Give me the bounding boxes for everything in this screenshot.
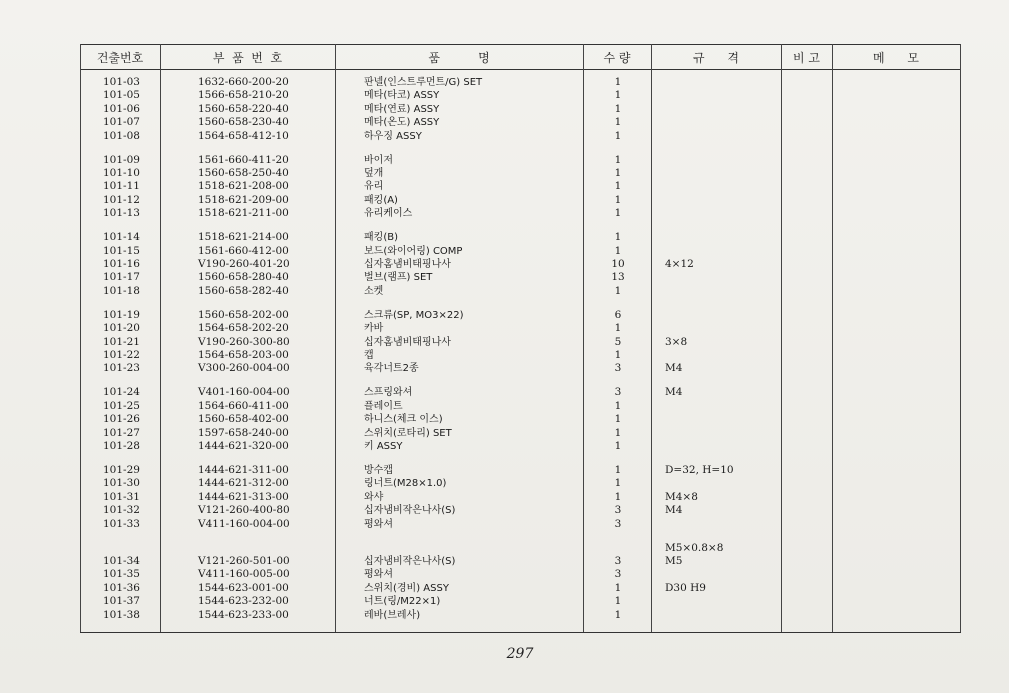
quantity-cell: 13 xyxy=(611,271,625,284)
table-row xyxy=(0,504,1009,517)
part-name-cell: 덮개 xyxy=(364,168,384,179)
table-row xyxy=(0,400,1009,413)
item-number-cell: 101-17 xyxy=(103,271,140,284)
part-name-cell: 스프링와셔 xyxy=(364,387,413,399)
quantity-cell: 1 xyxy=(614,102,622,115)
part-name-cell: 하우징 ASSY xyxy=(364,130,422,142)
quantity-cell: 3 xyxy=(614,362,622,375)
part-name-cell: 평와셔 xyxy=(364,569,393,581)
part-name-cell: 소켓 xyxy=(364,285,384,297)
part-name-cell: 링너트(M28×1.0) xyxy=(364,478,447,490)
part-number-cell: 1564-660-411-00 xyxy=(198,399,289,412)
part-number-cell: 1632-660-200-20 xyxy=(198,76,289,88)
table-row xyxy=(0,362,1009,375)
header-part-number: 부 품 번 호 xyxy=(212,51,283,65)
part-name-cell: 바이저 xyxy=(364,154,393,166)
quantity-cell: 3 xyxy=(614,504,622,517)
spec-cell: D=32, H=10 xyxy=(665,464,734,476)
header-quantity: 수 량 xyxy=(603,51,631,65)
table-row xyxy=(0,555,1009,568)
spec-cell: M5 xyxy=(665,555,683,567)
quantity-cell: 1 xyxy=(614,244,622,257)
part-name-cell: 평와셔 xyxy=(364,518,393,530)
item-number-cell: 101-23 xyxy=(103,362,140,375)
table-row xyxy=(0,76,1009,89)
item-number-cell: 101-36 xyxy=(103,581,140,594)
item-number-cell: 101-27 xyxy=(103,426,140,439)
part-name-cell: 스크류(SP, MO3×22) xyxy=(364,309,464,321)
quantity-cell: 1 xyxy=(614,231,622,244)
part-name-cell: 스위치(로타리) SET xyxy=(364,427,452,439)
part-name-cell: 플레이트 xyxy=(364,400,403,412)
part-name-cell: 키 ASSY xyxy=(364,441,403,452)
quantity-cell: 1 xyxy=(614,490,622,503)
header-remark: 비 고 xyxy=(793,51,820,65)
part-name-cell: 패킹(B) xyxy=(364,232,398,244)
part-number-cell: 1564-658-203-00 xyxy=(198,349,289,361)
part-number-cell: 1444-621-320-00 xyxy=(198,440,289,452)
part-name-cell: 십자냄비작은나사(S) xyxy=(364,556,456,567)
part-number-cell: V401-160-004-00 xyxy=(198,386,290,399)
item-number-cell: 101-24 xyxy=(103,386,140,399)
item-number-cell: 101-33 xyxy=(103,517,140,530)
part-name-cell: 캡 xyxy=(364,350,374,361)
header-item-number: 건출번호 xyxy=(96,51,144,65)
quantity-cell: 1 xyxy=(614,193,622,206)
part-number-cell: 1544-623-233-00 xyxy=(198,608,289,621)
spec-cell: M4 xyxy=(665,386,683,399)
table-row xyxy=(0,207,1009,220)
item-number-cell: 101-19 xyxy=(103,308,140,321)
table-row xyxy=(0,491,1009,504)
table-top-rule xyxy=(80,44,961,45)
quantity-cell: 1 xyxy=(614,464,622,476)
item-number-cell: 101-21 xyxy=(103,335,140,348)
part-number-cell: 1564-658-202-20 xyxy=(198,322,289,335)
item-number-cell: 101-35 xyxy=(103,568,140,581)
quantity-cell: 1 xyxy=(614,608,622,621)
quantity-cell: 1 xyxy=(614,207,622,220)
part-name-cell: 십자홈냄비태핑나사 xyxy=(364,336,451,348)
table-row xyxy=(0,154,1009,167)
part-number-cell: 1518-621-214-00 xyxy=(198,231,289,244)
part-name-cell: 십자홈냄비태핑나사 xyxy=(364,259,451,270)
header-part-name: 품 명 xyxy=(428,51,490,65)
part-name-cell: 십자냄비작은나사(S) xyxy=(364,505,456,517)
part-number-cell: 1518-621-208-00 xyxy=(198,180,289,193)
part-number-cell: V300-260-004-00 xyxy=(198,362,290,375)
spec-cell: 3×8 xyxy=(665,335,688,348)
header-spec: 규 격 xyxy=(692,51,740,65)
item-number-cell: 101-30 xyxy=(103,477,140,490)
part-name-cell: 너트(링/M22×1) xyxy=(364,596,441,608)
item-number-cell: 101-25 xyxy=(103,399,140,412)
part-number-cell: 1564-658-412-10 xyxy=(198,129,289,142)
part-name-cell: 메타(온도) ASSY xyxy=(364,117,440,129)
table-row xyxy=(0,568,1009,581)
page-number: 297 xyxy=(506,646,534,662)
part-number-cell: 1444-621-312-00 xyxy=(198,477,289,490)
part-name-cell: 유리 xyxy=(364,181,384,193)
part-number-cell: 1518-621-211-00 xyxy=(198,207,289,220)
part-name-cell: 스위치(경비) ASSY xyxy=(364,582,449,594)
spec-cell: M5×0.8×8 xyxy=(665,541,724,554)
spec-cell: M4×8 xyxy=(665,490,698,503)
part-name-cell: 메타(타코) ASSY xyxy=(364,90,440,102)
part-number-cell: V121-260-501-00 xyxy=(198,555,290,567)
item-number-cell: 101-10 xyxy=(103,167,140,179)
quantity-cell: 1 xyxy=(614,581,622,594)
item-number-cell: 101-12 xyxy=(103,193,140,206)
part-number-cell: 1560-658-282-40 xyxy=(198,284,289,297)
table-row xyxy=(0,349,1009,362)
part-number-cell: 1560-658-250-40 xyxy=(198,167,289,179)
part-name-cell: 와샤 xyxy=(364,491,384,503)
quantity-cell: 1 xyxy=(614,153,622,166)
table-row xyxy=(0,464,1009,477)
table-header-rule xyxy=(80,69,961,70)
spec-cell: M4 xyxy=(665,504,683,517)
part-number-cell: V190-260-300-80 xyxy=(198,335,290,348)
item-number-cell: 101-37 xyxy=(103,595,140,608)
part-number-cell: 1444-621-313-00 xyxy=(198,490,289,503)
spec-cell: D30 H9 xyxy=(665,581,706,594)
part-number-cell: 1566-658-210-20 xyxy=(198,89,289,102)
table-row xyxy=(0,440,1009,453)
part-number-cell: 1544-623-001-00 xyxy=(198,581,289,594)
part-number-cell: 1544-623-232-00 xyxy=(198,595,289,608)
spec-cell: M4 xyxy=(665,362,683,375)
part-name-cell: 패킹(A) xyxy=(364,194,398,206)
quantity-cell: 10 xyxy=(611,258,625,270)
table-row xyxy=(0,116,1009,129)
table-row xyxy=(0,271,1009,284)
table-row xyxy=(0,258,1009,271)
part-number-cell: 1518-621-209-00 xyxy=(198,193,289,206)
item-number-cell: 101-20 xyxy=(103,322,140,335)
quantity-cell: 1 xyxy=(614,477,622,490)
quantity-cell: 1 xyxy=(614,399,622,412)
table-row xyxy=(0,245,1009,258)
header-memo: 메 모 xyxy=(872,51,920,65)
quantity-cell: 1 xyxy=(614,89,622,102)
item-number-cell: 101-11 xyxy=(103,180,140,193)
item-number-cell: 101-32 xyxy=(103,504,140,517)
quantity-cell: 1 xyxy=(614,349,622,361)
item-number-cell: 101-15 xyxy=(103,244,140,257)
quantity-cell: 1 xyxy=(614,129,622,142)
part-number-cell: V411-160-004-00 xyxy=(198,517,290,530)
part-number-cell: V121-260-400-80 xyxy=(198,504,290,517)
part-name-cell: 육각너트2종 xyxy=(364,363,419,375)
quantity-cell: 1 xyxy=(614,116,622,129)
part-number-cell: 1560-658-402-00 xyxy=(198,413,289,426)
table-row xyxy=(0,103,1009,116)
item-number-cell: 101-31 xyxy=(103,490,140,503)
table-row xyxy=(0,542,1009,555)
table-row xyxy=(0,309,1009,322)
quantity-cell: 1 xyxy=(614,167,622,179)
part-name-cell: 방수캡 xyxy=(364,465,393,476)
part-name-cell: 유리케이스 xyxy=(364,208,413,220)
table-row xyxy=(0,386,1009,399)
quantity-cell: 5 xyxy=(614,335,622,348)
quantity-cell: 3 xyxy=(614,568,622,581)
item-number-cell: 101-38 xyxy=(103,608,140,621)
table-row xyxy=(0,130,1009,143)
item-number-cell: 101-03 xyxy=(103,76,140,88)
table-row xyxy=(0,427,1009,440)
part-number-cell: 1560-658-202-00 xyxy=(198,308,289,321)
item-number-cell: 101-16 xyxy=(103,258,140,270)
quantity-cell: 6 xyxy=(614,308,622,321)
quantity-cell: 1 xyxy=(614,595,622,608)
quantity-cell: 1 xyxy=(614,413,622,426)
quantity-cell: 3 xyxy=(614,386,622,399)
part-name-cell: 카바 xyxy=(364,323,384,335)
part-number-cell: V190-260-401-20 xyxy=(198,258,290,270)
part-name-cell: 벌브(램프) SET xyxy=(364,272,433,284)
quantity-cell: 3 xyxy=(614,555,622,567)
part-name-cell: 판넬(인스트루먼트/G) SET xyxy=(364,77,483,88)
item-number-cell: 101-08 xyxy=(103,129,140,142)
table-row xyxy=(0,285,1009,298)
part-number-cell: 1560-658-220-40 xyxy=(198,102,289,115)
quantity-cell: 1 xyxy=(614,322,622,335)
quantity-cell: 1 xyxy=(614,76,622,88)
table-row xyxy=(0,413,1009,426)
part-number-cell: 1560-658-230-40 xyxy=(198,116,289,129)
part-name-cell: 메타(연료) ASSY xyxy=(364,103,440,115)
table-row xyxy=(0,518,1009,531)
table-row xyxy=(0,595,1009,608)
table-row xyxy=(0,582,1009,595)
item-number-cell: 101-07 xyxy=(103,116,140,129)
item-number-cell: 101-29 xyxy=(103,464,140,476)
quantity-cell: 3 xyxy=(614,517,622,530)
table-row xyxy=(0,89,1009,102)
table-bottom-rule xyxy=(80,632,961,633)
table-row xyxy=(0,231,1009,244)
item-number-cell: 101-22 xyxy=(103,349,140,361)
item-number-cell: 101-05 xyxy=(103,89,140,102)
part-name-cell: 보드(와이어링) COMP xyxy=(364,245,463,257)
item-number-cell: 101-14 xyxy=(103,231,140,244)
item-number-cell: 101-18 xyxy=(103,284,140,297)
part-number-cell: 1597-658-240-00 xyxy=(198,426,289,439)
part-name-cell: 하니스(체크 이스) xyxy=(364,414,443,426)
table-row xyxy=(0,194,1009,207)
spec-cell: 4×12 xyxy=(665,258,694,270)
table-row xyxy=(0,167,1009,180)
table-row xyxy=(0,322,1009,335)
item-number-cell: 101-09 xyxy=(103,153,140,166)
table-row xyxy=(0,180,1009,193)
table-row xyxy=(0,609,1009,622)
item-number-cell: 101-13 xyxy=(103,207,140,220)
quantity-cell: 1 xyxy=(614,426,622,439)
part-number-cell: V411-160-005-00 xyxy=(198,568,290,581)
item-number-cell: 101-28 xyxy=(103,440,140,452)
item-number-cell: 101-34 xyxy=(103,555,140,567)
item-number-cell: 101-06 xyxy=(103,102,140,115)
quantity-cell: 1 xyxy=(614,440,622,452)
item-number-cell: 101-26 xyxy=(103,413,140,426)
part-number-cell: 1561-660-411-20 xyxy=(198,153,289,166)
part-number-cell: 1561-660-412-00 xyxy=(198,244,289,257)
part-number-cell: 1560-658-280-40 xyxy=(198,271,289,284)
table-row xyxy=(0,477,1009,490)
quantity-cell: 1 xyxy=(614,284,622,297)
part-number-cell: 1444-621-311-00 xyxy=(198,464,289,476)
table-row xyxy=(0,336,1009,349)
part-name-cell: 레바(브레사) xyxy=(364,609,421,621)
quantity-cell: 1 xyxy=(614,180,622,193)
